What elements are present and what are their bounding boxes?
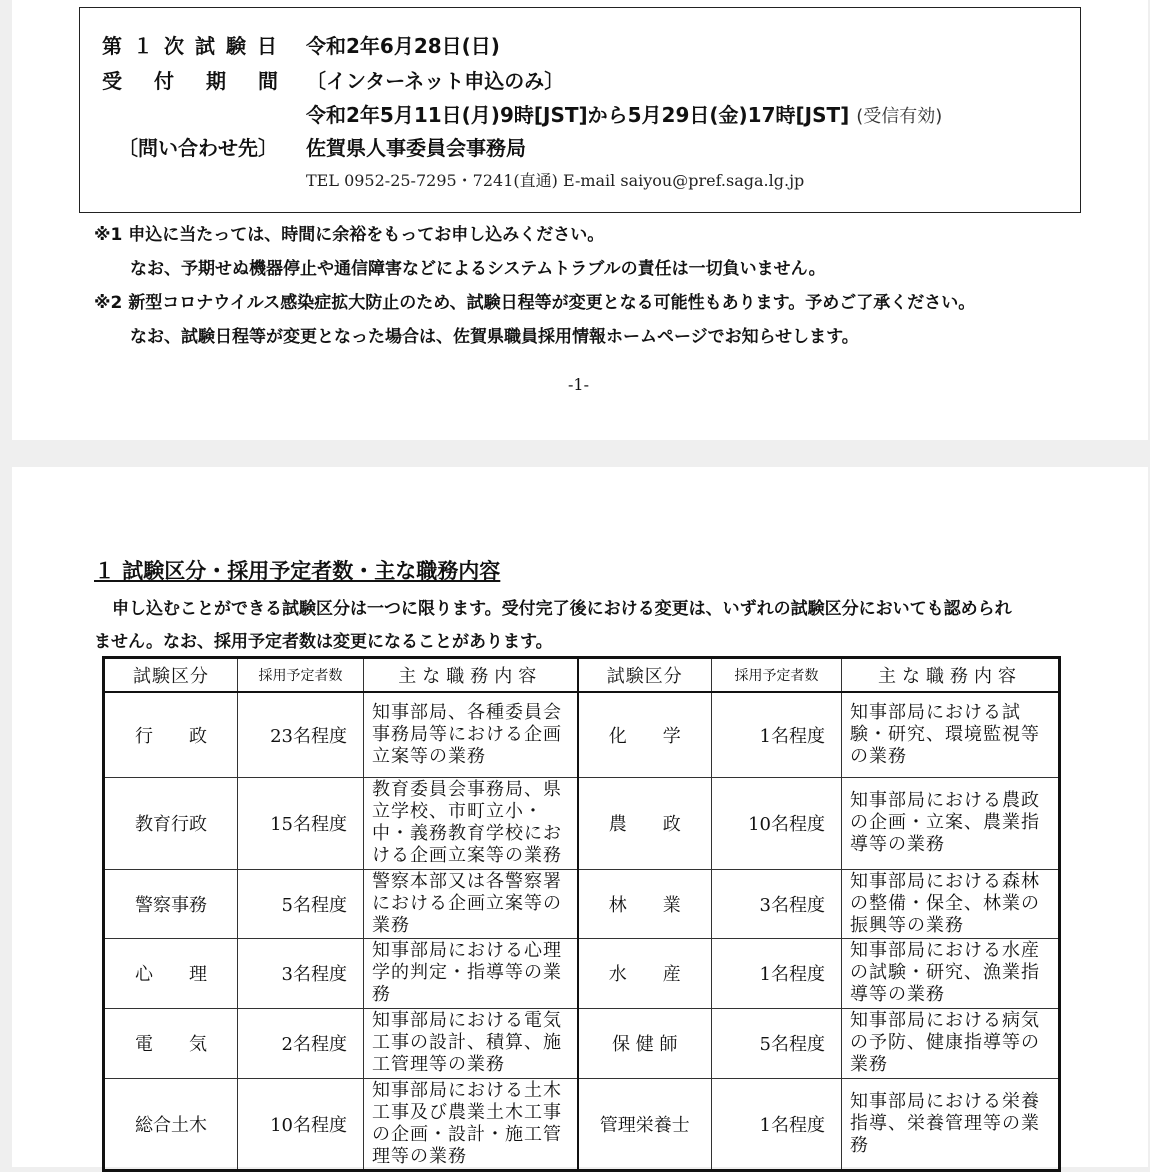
duties: 知事部局における病気の予防、健康指導等の業務 <box>842 1008 1060 1078</box>
note-2-cont: なお、試験日程等が変更となった場合は、佐賀県職員採用情報ホームページでお知らせします。 <box>130 327 859 347</box>
duties: 知事部局、各種委員会事務局等における企画立案等の業務 <box>364 692 578 777</box>
intro-line-2: ません。なお、採用予定者数は変更になることがあります。 <box>94 632 553 652</box>
category: 行 政 <box>104 692 238 777</box>
category: 林 業 <box>578 869 712 938</box>
duties: 知事部局における水産の試験・研究、漁業指導等の業務 <box>842 938 1060 1008</box>
contact-office: 佐賀県人事委員会事務局 <box>306 136 526 160</box>
count: 1名程度 <box>712 692 842 777</box>
category: 保 健 師 <box>578 1008 712 1078</box>
table-header-row <box>104 658 1060 693</box>
table-row <box>104 869 1060 938</box>
category: 管理栄養士 <box>578 1078 712 1170</box>
section-title: １ 試験区分・採用予定者数・主な職務内容 <box>94 559 501 583</box>
reception-period-text: 令和2年5月11日(月)9時[JST]から5月29日(金)17時[JST] <box>306 103 850 127</box>
document-page-2 <box>12 467 1148 1167</box>
table-row <box>104 777 1060 869</box>
count: 3名程度 <box>238 938 364 1008</box>
count: 15名程度 <box>238 777 364 869</box>
exam-date-value: 令和2年6月28日(日) <box>306 34 500 58</box>
count: 10名程度 <box>238 1078 364 1170</box>
duties: 知事部局における土木工事及び農業土木工事の企画・設計・施工管理等の業務 <box>364 1078 578 1170</box>
category: 電 気 <box>104 1008 238 1078</box>
category: 総合土木 <box>104 1078 238 1170</box>
count: 5名程度 <box>238 869 364 938</box>
category: 水 産 <box>578 938 712 1008</box>
document-page-1 <box>12 0 1148 440</box>
note-1-cont: なお、予期せぬ機器停止や通信障害などによるシステムトラブルの責任は一切負いません。 <box>130 259 826 279</box>
duties: 知事部局における農政の企画・立案、農業指導等の業務 <box>842 777 1060 869</box>
reception-method: 〔インターネット申込のみ〕 <box>306 69 565 93</box>
category: 化 学 <box>578 692 712 777</box>
reception-period-note: (受信有効) <box>856 106 943 127</box>
duties: 警察本部又は各警察署における企画立案等の業務 <box>364 869 578 938</box>
category: 農 政 <box>578 777 712 869</box>
count: 1名程度 <box>712 1078 842 1170</box>
exam-category-table <box>102 656 1061 1172</box>
table-row <box>104 692 1060 777</box>
reception-label: 受付期間 <box>102 69 310 93</box>
table-row <box>104 1078 1060 1170</box>
duties: 知事部局における栄養指導、栄養管理等の業務 <box>842 1078 1060 1170</box>
contact-detail: TEL 0952-25-7295・7241(直通) E-mail saiyou@pref.saga.lg.jp <box>306 171 805 190</box>
exam-date-label: 第１次試験日 <box>102 34 288 58</box>
category: 教育行政 <box>104 777 238 869</box>
table-row <box>104 1008 1060 1078</box>
count: 3名程度 <box>712 869 842 938</box>
note-2: ※2 新型コロナウイルス感染症拡大防止のため、試験日程等が変更となる可能性もあります。予めご了承ください。 <box>94 293 976 313</box>
duties: 教育委員会事務局、県立学校、市町立小・中・義務教育学校における企画立案等の業務 <box>364 777 578 869</box>
duties: 知事部局における電気工事の設計、積算、施工管理等の業務 <box>364 1008 578 1078</box>
note-1: ※1 申込に当たっては、時間に余裕をもってお申し込みください。 <box>94 225 605 245</box>
header-category-2: 試験区分 <box>578 658 712 693</box>
exam-info-box <box>79 7 1081 213</box>
header-category: 試験区分 <box>104 658 238 693</box>
count: 2名程度 <box>238 1008 364 1078</box>
count: 5名程度 <box>712 1008 842 1078</box>
intro-line-1: 申し込むことができる試験区分は一つに限ります。受付完了後における変更は、いずれの試験区分においても認められ <box>112 599 1012 619</box>
count: 23名程度 <box>238 692 364 777</box>
duties: 知事部局における試験・研究、環境監視等の業務 <box>842 692 1060 777</box>
header-count-2: 採用予定者数 <box>712 658 842 693</box>
header-duties-2: 主な職務内容 <box>842 658 1060 693</box>
duties: 知事部局における心理学的判定・指導等の業務 <box>364 938 578 1008</box>
table-row <box>104 938 1060 1008</box>
category: 警察事務 <box>104 869 238 938</box>
count: 1名程度 <box>712 938 842 1008</box>
reception-period <box>306 99 942 128</box>
header-duties: 主な職務内容 <box>364 658 578 693</box>
header-count: 採用予定者数 <box>238 658 364 693</box>
duties: 知事部局における森林の整備・保全、林業の振興等の業務 <box>842 869 1060 938</box>
contact-label: 〔問い合わせ先〕 <box>118 136 278 160</box>
page-number: -1- <box>568 375 589 394</box>
count: 10名程度 <box>712 777 842 869</box>
category: 心 理 <box>104 938 238 1008</box>
